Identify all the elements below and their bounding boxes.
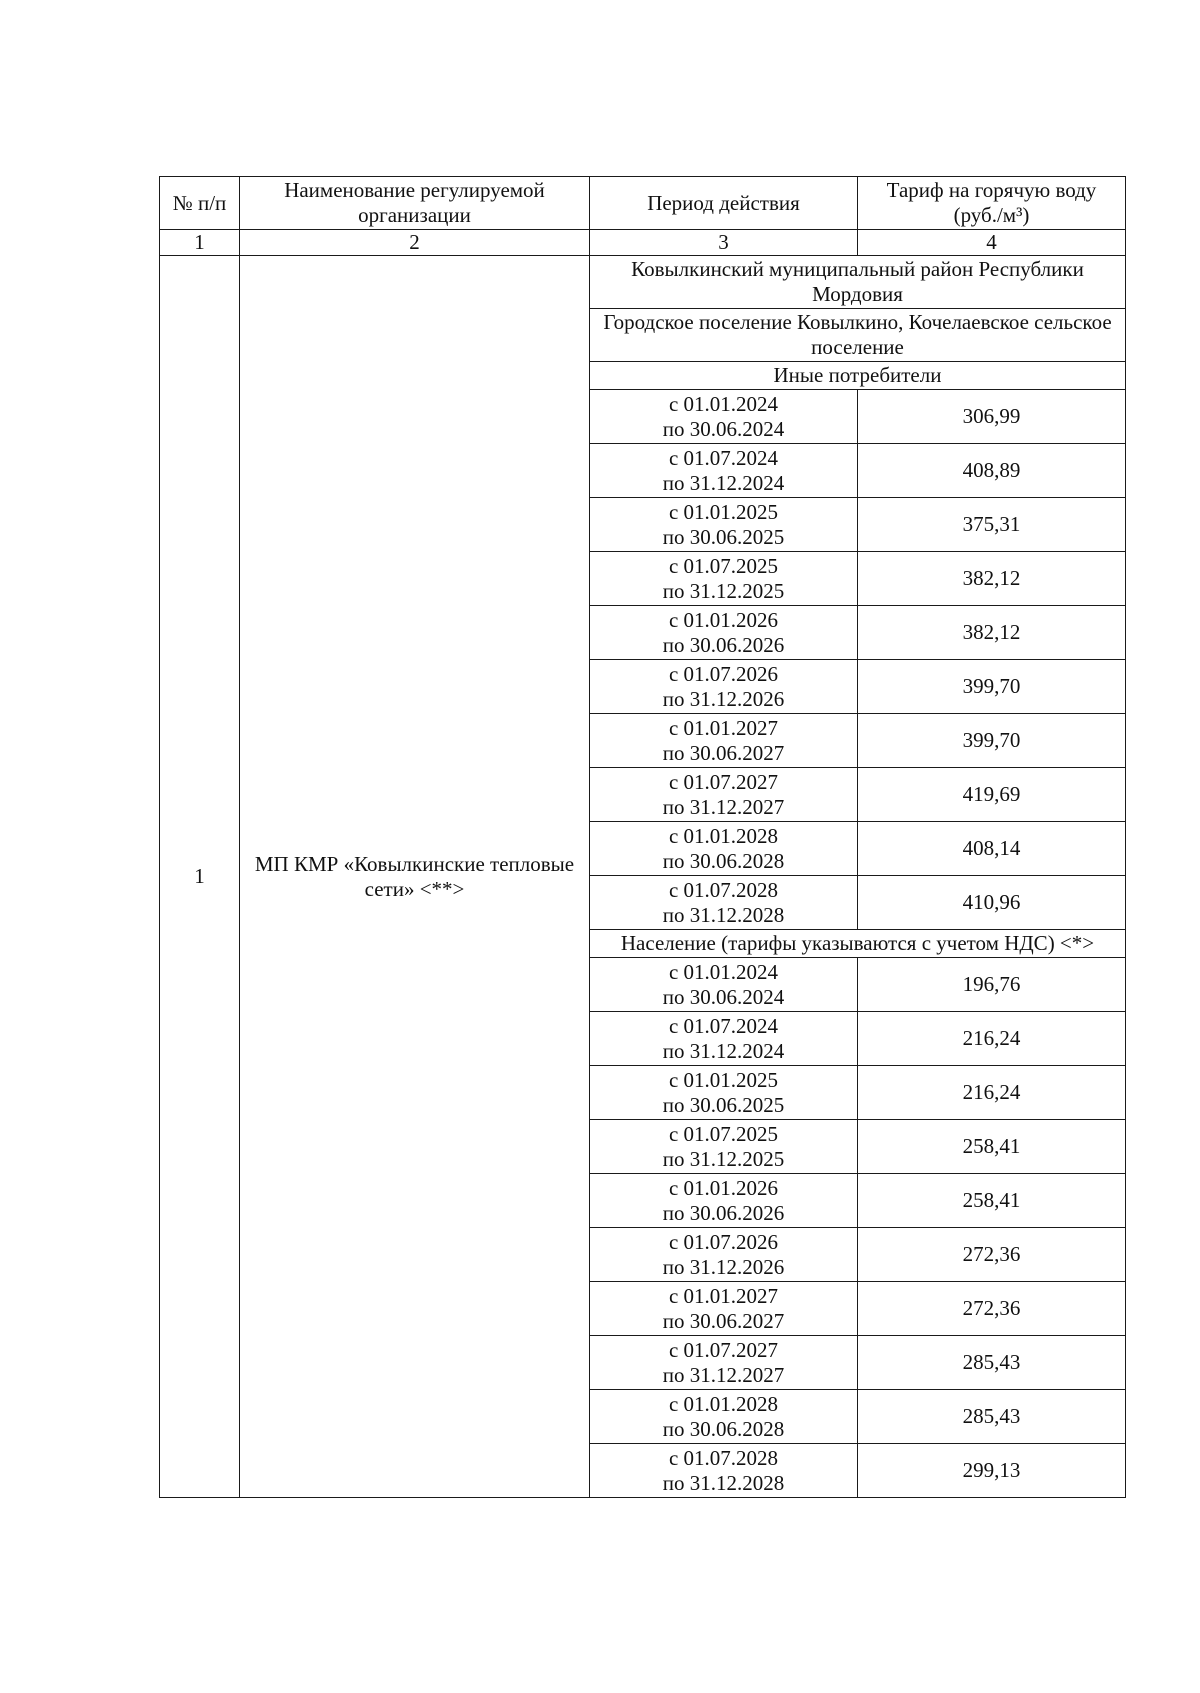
period-cell — [590, 1444, 858, 1498]
region-row — [160, 256, 1126, 309]
period-to: по 31.12.2025 — [662, 1146, 785, 1171]
period-to: по 30.06.2028 — [662, 848, 785, 873]
period-to: по 30.06.2025 — [662, 524, 785, 549]
period-from: с 01.07.2027 — [668, 769, 779, 794]
consumer-group-title: Население (тарифы указываются с учетом НДС) <*> — [590, 930, 1126, 958]
period-to: по 31.12.2026 — [662, 686, 785, 711]
tariff-value: 258,41 — [858, 1120, 1126, 1174]
period-to: по 30.06.2026 — [662, 632, 785, 657]
period-to: по 30.06.2025 — [662, 1092, 785, 1117]
period-to: по 30.06.2027 — [662, 1308, 785, 1333]
period-cell — [590, 606, 858, 660]
tariff-value: 382,12 — [858, 552, 1126, 606]
period-cell — [590, 498, 858, 552]
column-number: 2 — [240, 230, 590, 256]
tariff-value: 196,76 — [858, 958, 1126, 1012]
header-organization: Наименование регулируемой организации — [240, 177, 590, 230]
period-to: по 30.06.2027 — [662, 740, 785, 765]
period-from: с 01.01.2025 — [668, 1067, 779, 1092]
tariff-value: 382,12 — [858, 606, 1126, 660]
period-from: с 01.07.2024 — [668, 1013, 779, 1038]
period-to: по 31.12.2027 — [662, 1362, 785, 1387]
column-number: 1 — [160, 230, 240, 256]
header-period: Период действия — [590, 177, 858, 230]
period-cell — [590, 1228, 858, 1282]
period-from: с 01.07.2027 — [668, 1337, 779, 1362]
period-from: с 01.01.2026 — [668, 607, 779, 632]
period-from: с 01.07.2025 — [668, 1121, 779, 1146]
period-from: с 01.01.2027 — [668, 715, 779, 740]
period-cell — [590, 822, 858, 876]
tariff-value: 399,70 — [858, 660, 1126, 714]
period-cell — [590, 768, 858, 822]
header-row — [160, 177, 1126, 230]
tariff-value: 272,36 — [858, 1228, 1126, 1282]
tariff-table — [159, 176, 1126, 1498]
period-from: с 01.01.2027 — [668, 1283, 779, 1308]
tariff-value: 375,31 — [858, 498, 1126, 552]
period-from: с 01.07.2026 — [668, 661, 779, 686]
period-from: с 01.01.2024 — [668, 959, 779, 984]
period-cell — [590, 390, 858, 444]
column-number: 4 — [858, 230, 1126, 256]
period-to: по 31.12.2025 — [662, 578, 785, 603]
period-to: по 31.12.2027 — [662, 794, 785, 819]
period-from: с 01.01.2025 — [668, 499, 779, 524]
period-from: с 01.07.2024 — [668, 445, 779, 470]
period-from: с 01.01.2028 — [668, 823, 779, 848]
period-cell — [590, 444, 858, 498]
period-cell — [590, 714, 858, 768]
period-from: с 01.07.2028 — [668, 1445, 779, 1470]
period-cell — [590, 876, 858, 930]
column-number: 3 — [590, 230, 858, 256]
period-cell — [590, 1282, 858, 1336]
tariff-value: 410,96 — [858, 876, 1126, 930]
period-cell — [590, 1390, 858, 1444]
period-from: с 01.01.2024 — [668, 391, 779, 416]
period-to: по 31.12.2024 — [662, 1038, 785, 1063]
tariff-value: 408,89 — [858, 444, 1126, 498]
period-cell — [590, 1066, 858, 1120]
period-cell — [590, 1336, 858, 1390]
period-to: по 30.06.2024 — [662, 416, 785, 441]
tariff-value: 216,24 — [858, 1066, 1126, 1120]
tariff-value: 419,69 — [858, 768, 1126, 822]
period-to: по 31.12.2024 — [662, 470, 785, 495]
settlement-title: Городское поселение Ковылкино, Кочелаевское сельское поселение — [590, 309, 1126, 362]
period-cell — [590, 660, 858, 714]
period-to: по 31.12.2028 — [662, 1470, 785, 1495]
period-from: с 01.07.2026 — [668, 1229, 779, 1254]
tariff-value: 408,14 — [858, 822, 1126, 876]
period-cell — [590, 958, 858, 1012]
organization-name-cell: МП КМР «Ковылкинские тепловые сети» <**> — [240, 256, 590, 1498]
period-to: по 31.12.2028 — [662, 902, 785, 927]
tariff-value: 272,36 — [858, 1282, 1126, 1336]
header-number: № п/п — [160, 177, 240, 230]
period-to: по 30.06.2026 — [662, 1200, 785, 1225]
tariff-value: 285,43 — [858, 1390, 1126, 1444]
period-to: по 30.06.2028 — [662, 1416, 785, 1441]
tariff-value: 216,24 — [858, 1012, 1126, 1066]
period-cell — [590, 552, 858, 606]
region-title: Ковылкинский муниципальный район Республики Мордовия — [590, 256, 1126, 309]
period-from: с 01.07.2025 — [668, 553, 779, 578]
tariff-value: 299,13 — [858, 1444, 1126, 1498]
tariff-value: 285,43 — [858, 1336, 1126, 1390]
tariff-value: 399,70 — [858, 714, 1126, 768]
tariff-value: 306,99 — [858, 390, 1126, 444]
period-to: по 31.12.2026 — [662, 1254, 785, 1279]
period-from: с 01.01.2028 — [668, 1391, 779, 1416]
period-from: с 01.01.2026 — [668, 1175, 779, 1200]
header-tariff: Тариф на горячую воду (руб./м³) — [858, 177, 1126, 230]
period-cell — [590, 1174, 858, 1228]
period-cell — [590, 1120, 858, 1174]
period-from: с 01.07.2028 — [668, 877, 779, 902]
column-number-row — [160, 230, 1126, 256]
tariff-value: 258,41 — [858, 1174, 1126, 1228]
period-cell — [590, 1012, 858, 1066]
consumer-group-title: Иные потребители — [590, 362, 1126, 390]
row-number-cell: 1 — [160, 256, 240, 1498]
period-to: по 30.06.2024 — [662, 984, 785, 1009]
